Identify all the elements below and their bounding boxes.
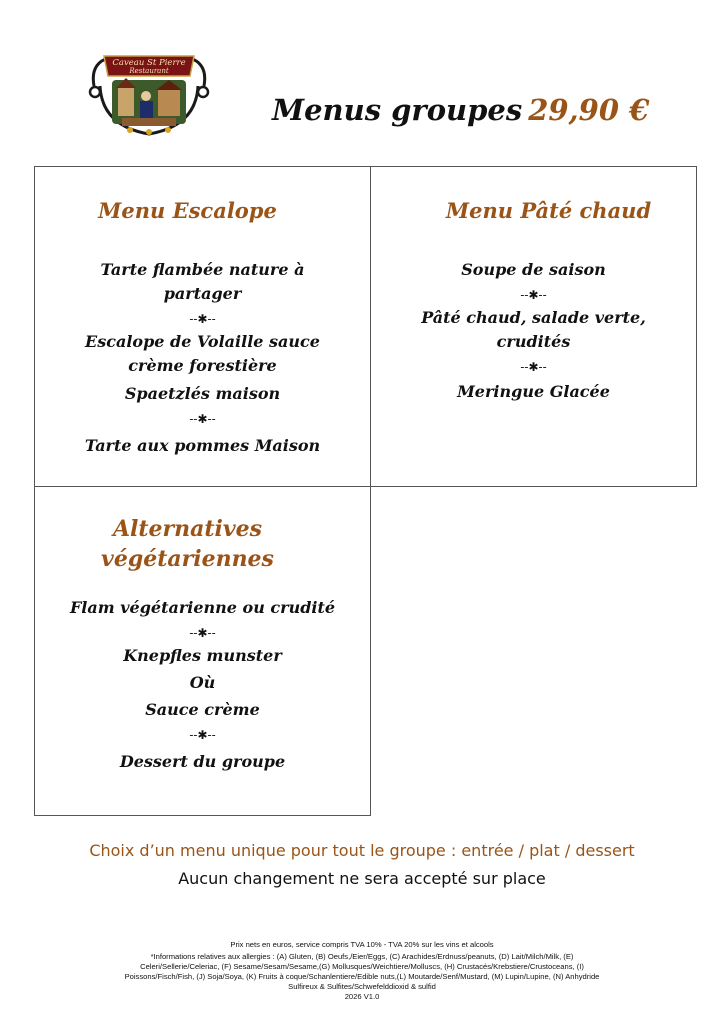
footer-prices: Prix nets en euros, service compris TVA 10% - TVA 20% sur les vins et alcools: [230, 940, 494, 949]
menu-item: Où: [189, 673, 216, 692]
menu-item: Tarte flambée nature à partager: [100, 260, 305, 303]
menu-item: Soupe de saison: [461, 260, 606, 279]
menu-item: Dessert du groupe: [119, 752, 286, 771]
grid-top-border: [34, 166, 697, 167]
grid-bottom-border: [34, 815, 371, 816]
menu-vegetarian: [35, 514, 370, 774]
restaurant-logo: [86, 46, 212, 142]
separator: --✱--: [189, 626, 216, 640]
menu-item: Knepfles munster: [123, 646, 282, 665]
title-text: Menus groupes: [272, 93, 523, 127]
logo-line2: Restaurant: [129, 67, 169, 75]
footer-allergens: *Informations relatives aux allergies : (A) Gluten, (B) Oeufs,/Eier/Eggs, (C) Arachides/Erdnuss/peanuts, (D) Lait/Milch/Milk, (E) Celeri/Sellerie/Celeriac, (F) Sesame/Sesam/Sesame,(G) Mollusques/Weichtiere/Molluscs, (H) Crustacés/Krebstiere/Crustoceans, (I) Poissons/Fisch/Fish, (J) Soja/Soya, (K) Fruits à coque/Schanlentiere/Edible nuts,(L) Moutarde/Senf/Mustard, (M) Lupin/Lupine, (N) Anhydride Sulfireux & Sulfites/Schwefelddioxid & sulfid: [124, 952, 600, 991]
separator: --✱--: [189, 412, 216, 426]
menu-item: Pâté chaud, salade verte, crudités: [421, 308, 646, 351]
no-change-note: Aucun changement ne sera accepté sur place: [178, 869, 546, 888]
menu-item: Flam végétarienne ou crudité: [69, 598, 336, 617]
menu-pate-chaud: [371, 196, 696, 404]
logo-line1: Caveau St Pierre: [112, 58, 186, 68]
grid-row-divider: [34, 486, 697, 487]
footer-version: 2026 V1.0: [344, 992, 380, 1001]
separator: --✱--: [520, 360, 547, 374]
menu-item: Tarte aux pommes Maison: [84, 436, 321, 455]
separator: --✱--: [520, 288, 547, 302]
menu-vege-heading-line2: végétariennes: [101, 546, 274, 572]
menu-vege-heading-line1: Alternatives: [112, 516, 263, 542]
footer: [110, 940, 614, 1002]
menu-pate-heading: Menu Pâté chaud: [445, 198, 652, 223]
page-title: [272, 88, 692, 132]
menu-escalope: [35, 196, 370, 458]
price-text: 29,90 €: [528, 93, 650, 127]
menu-item: Escalope de Volaille sauce crème forestière: [85, 332, 320, 375]
separator: --✱--: [189, 728, 216, 742]
menu-item: Sauce crème: [145, 700, 260, 719]
menu-item: Spaetzlés maison: [124, 384, 281, 403]
menu-item: Meringue Glacée: [457, 382, 610, 401]
group-choice-note: Choix d’un menu unique pour tout le groupe : entrée / plat / dessert: [89, 841, 635, 860]
menu-escalope-heading: Menu Escalope: [98, 198, 277, 223]
separator: --✱--: [189, 312, 216, 326]
grid-right-border: [696, 166, 697, 486]
